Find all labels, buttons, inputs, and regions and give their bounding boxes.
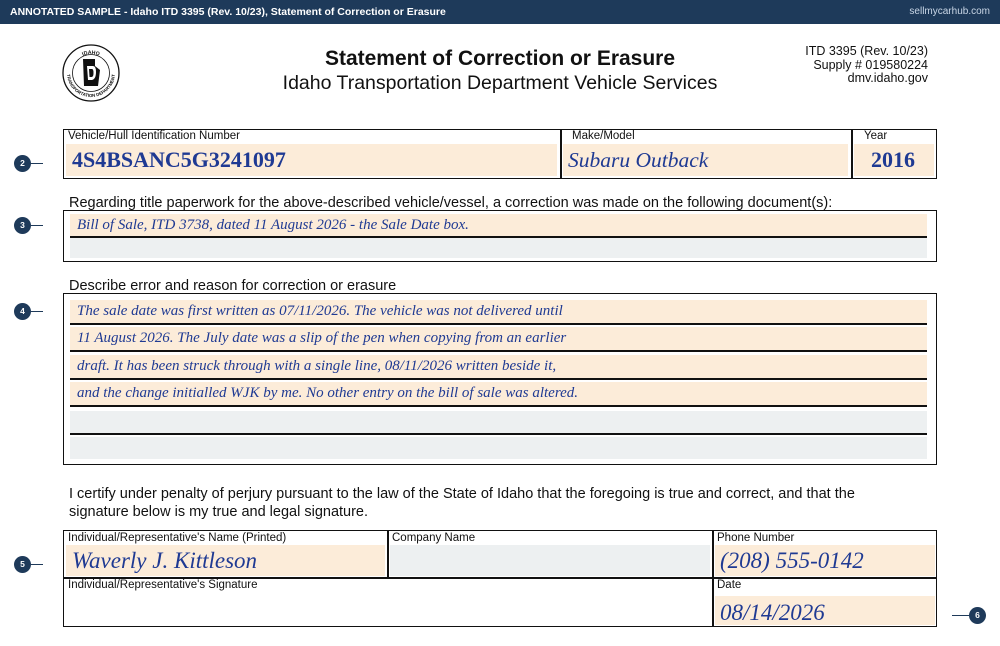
annotation-marker-3: 3 (14, 217, 31, 234)
writing-line (70, 433, 927, 435)
phone-value: (208) 555-0142 (720, 548, 864, 573)
marker-leader (31, 564, 43, 565)
error-line-1-text: The sale date was first written as 07/11/2026. The vehicle was not delivered until (77, 303, 563, 319)
writing-line (70, 405, 927, 407)
company-field[interactable] (390, 545, 710, 576)
form-title: Statement of Correction or Erasure (324, 47, 676, 70)
name-value: Waverly J. Kittleson (72, 548, 258, 573)
writing-line (70, 323, 927, 325)
form-subtitle: Idaho Transportation Department Vehicle Services (282, 72, 718, 94)
form-supply-number: Supply # 019580224 (813, 57, 928, 72)
date-label: Date (717, 579, 742, 591)
make-model-label: Make/Model (572, 130, 635, 142)
year-label: Year (864, 130, 888, 142)
form-identifier (805, 45, 928, 86)
writing-line (70, 350, 927, 352)
divider (712, 530, 714, 627)
date-value: 08/14/2026 (720, 600, 825, 625)
error-line-4-text: and the change initialled WJK by me. No other entry on the bill of sale was altered. (77, 385, 579, 401)
divider (387, 530, 389, 578)
certification-line-2: signature below is my true and legal signature. (69, 504, 369, 520)
annotation-marker-6: 6 (969, 607, 986, 624)
seal-top-text: IDAHO (81, 49, 101, 58)
documents-line-2-field[interactable] (70, 238, 927, 258)
company-label: Company Name (392, 532, 476, 544)
signature-label: Individual/Representative's Signature (68, 579, 258, 591)
vin-value: 4S4BSANC5G3241097 (72, 147, 286, 172)
error-line-3-text: draft. It has been struck through with a single line, 08/11/2026 written beside it, (77, 358, 557, 374)
phone-label: Phone Number (717, 532, 795, 544)
error-line-2-text: 11 August 2026. The July date was a slip of the pen when copying from an earlier (77, 330, 567, 346)
error-question: Describe error and reason for correction or erasure (69, 278, 397, 294)
itd-seal-logo (62, 44, 120, 102)
form-number: ITD 3395 (Rev. 10/23) (805, 44, 928, 58)
header-site[interactable]: sellmycarhub.com (909, 6, 990, 17)
header-title: ANNOTATED SAMPLE - Idaho ITD 3395 (Rev. 10/23), Statement of Correction or Erasure (10, 6, 446, 18)
annotation-marker-5: 5 (14, 556, 31, 573)
annotation-marker-4: 4 (14, 303, 31, 320)
form-website: dmv.idaho.gov (847, 71, 928, 85)
error-line-6-field[interactable] (70, 437, 927, 459)
marker-leader (31, 225, 43, 226)
header-bar (0, 0, 1000, 24)
year-value: 2016 (871, 147, 915, 172)
divider (560, 129, 562, 179)
certification-line-1: I certify under penalty of perjury pursuant to the law of the State of Idaho that the foregoing is true and correct, and that the (69, 486, 855, 502)
seal-bottom-text: TRANSPORTATION DEPARTMENT (66, 73, 116, 99)
marker-leader (31, 163, 43, 164)
divider (851, 129, 853, 179)
marker-leader (31, 311, 43, 312)
vin-label: Vehicle/Hull Identification Number (68, 130, 240, 142)
marker-leader (952, 615, 969, 616)
annotation-marker-2: 2 (14, 155, 31, 172)
documents-question: Regarding title paperwork for the above-described vehicle/vessel, a correction was made on the following document(s): (69, 195, 833, 211)
make-model-value: Subaru Outback (568, 148, 709, 172)
documents-line-1-text: Bill of Sale, ITD 3738, dated 11 August 2026 - the Sale Date box. (77, 217, 469, 233)
name-label: Individual/Representative's Name (Printed) (68, 532, 287, 544)
writing-line (70, 378, 927, 380)
signature-field[interactable] (66, 593, 710, 624)
error-line-5-field[interactable] (70, 411, 927, 433)
